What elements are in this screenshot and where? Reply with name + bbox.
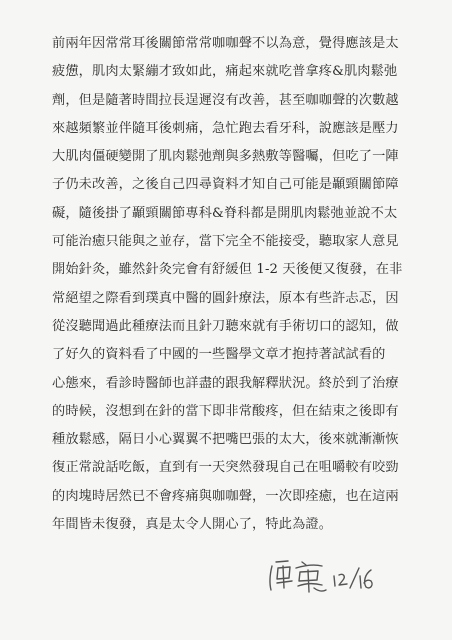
text-line: 年間皆未復發，真是太令人開心了，特此為證。	[52, 517, 333, 533]
text-line: 了好久的資料看了中國的一些醫學文章才抱持著試試看的	[52, 347, 386, 363]
text-line: 復正常說話吃飯，直到有一天突然發現自己在咀嚼較有咬勁	[52, 460, 399, 476]
text-line: 子仍未改善，之後自己四尋資料才知自己可能是顳頸關節障	[52, 177, 399, 193]
text-line: 可能治癒只能與之並存，當下完全不能接受，聽取家人意見	[52, 234, 399, 250]
text-line: 來越頻繁並伴隨耳後刺痛，急忙跑去看牙科，說應該是壓力	[52, 120, 399, 136]
text-line: 心態來，看診時醫師也詳盡的跟我解釋狀況。終於到了治療	[52, 375, 399, 391]
text-line: 開始針灸，雖然針灸完會有舒緩但 1-2 天後便又復發，在非	[52, 262, 403, 278]
text-line: 劑，但是隨著時間拉長逞遲沒有改善，甚至咖咖聲的次數越	[52, 92, 399, 108]
text-line: 種放鬆感，隔日小心翼翼不把嘴巴張的太大，後來就漸漸恢	[52, 432, 399, 448]
text-line: 的時候，沒想到在針的當下即非常酸疼，但在結束之後即有	[52, 403, 399, 419]
text-line: 常絕望之際看到璞真中醫的圓針療法，原本有些許忐忑，因	[52, 290, 399, 306]
text-line: 大肌肉僵硬變開了肌肉鬆弛劑與多熱敷等醫囑，但吃了一陣	[52, 149, 399, 165]
text-line: 礙，隨後掛了顳頸關節專科&脊科都是開肌肉鬆弛並說不太	[52, 205, 398, 221]
text-line: 的肉塊時居然已不會疼痛與咖咖聲，一次即痊癒，也在這兩	[52, 488, 399, 504]
text-line: 前兩年因常常耳後關節常常咖咖聲不以為意，覺得應該是太	[52, 36, 399, 51]
text-line: 從沒聽聞過此種療法而且針刀聽來就有手術切口的認知，做	[52, 318, 399, 334]
text-line: 疲憊，肌肉太緊繃才致如此，痛起來就吃普拿疼&肌肉鬆弛	[52, 64, 398, 80]
testimonial-body	[52, 30, 412, 539]
handwritten-signature	[262, 552, 382, 597]
